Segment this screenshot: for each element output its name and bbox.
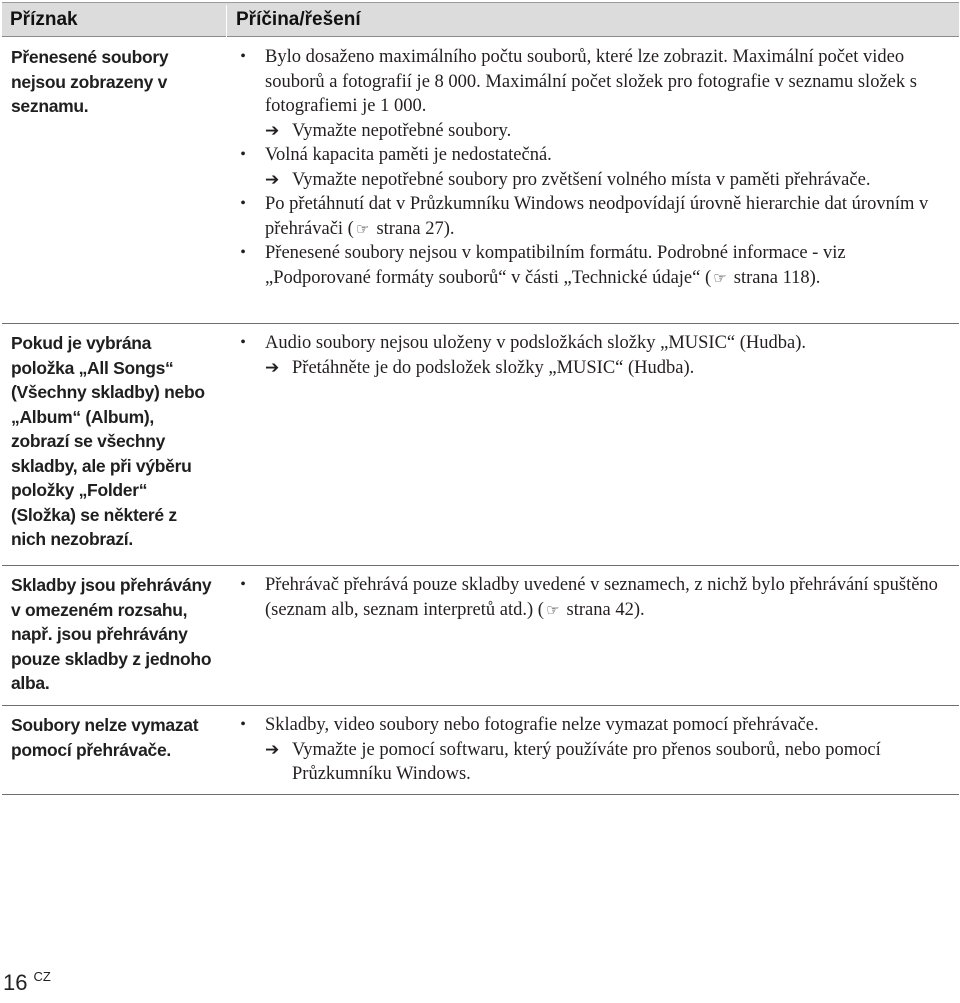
table-row (2, 324, 959, 566)
arrow-right-icon: ➔ (265, 169, 280, 190)
cause-text: Volná kapacita paměti je nedostatečná. (265, 145, 552, 165)
cause-item (236, 331, 952, 356)
solution-item (236, 738, 952, 787)
pointing-hand-icon: ☞ (546, 600, 560, 619)
symptom-text: Soubory nelze vymazat pomocí přehrávače. (11, 715, 199, 760)
cause-item (236, 713, 952, 738)
cause-text: Audio soubory nejsou uloženy v podsložkách složky „MUSIC“ (Hudba). (265, 333, 807, 353)
causes-cell (236, 331, 952, 380)
cause-item (236, 241, 952, 290)
cause-text: Přehrávač přehrává pouze skladby uvedené v seznamech, z nichž bylo přehrávání spuštěno (seznam alb, seznam interpretů atd.) ( (265, 575, 938, 620)
solution-text: Přetáhněte je do podsložek složky „MUSIC“ (Hudba). (292, 357, 695, 378)
symptom-text: Přenesené soubory nejsou zobrazeny v seznamu. (11, 47, 169, 116)
solution-item (236, 119, 952, 144)
page-reference: strana 42). (566, 599, 645, 620)
page-footer (3, 970, 51, 996)
table-row (2, 38, 959, 324)
bullet-icon: • (240, 146, 246, 163)
pointing-hand-icon: ☞ (356, 219, 370, 238)
solution-text: Vymažte nepotřebné soubory pro zvětšení volného místa v paměti přehrávače. (292, 169, 871, 190)
cause-item (236, 143, 952, 168)
table-header (2, 2, 959, 37)
cause-item (236, 573, 952, 622)
header-symptom: Příznak (10, 9, 78, 30)
page-reference: strana 27). (376, 218, 455, 239)
symptom-text: Pokud je vybrána položka „All Songs“ (Všechny skladby) nebo „Album“ (Album), zobrazí se všechny skladby, ale při výběru položky „Folder“ (Složka) se některé z nich nezobrazí. (11, 333, 205, 549)
language-code: CZ (33, 969, 51, 984)
bullet-icon: • (240, 334, 246, 351)
page-reference: strana 118). (733, 267, 821, 288)
arrow-right-icon: ➔ (265, 120, 280, 141)
solution-item (236, 356, 952, 381)
solution-text: Vymažte nepotřebné soubory. (292, 120, 512, 141)
page-number: 16 (3, 970, 28, 995)
bullet-icon: • (240, 576, 246, 593)
causes-cell (236, 45, 952, 290)
troubleshooting-table (2, 2, 959, 784)
pointing-hand-icon: ☞ (713, 268, 727, 287)
cause-item (236, 45, 952, 119)
table-row (2, 566, 959, 706)
bullet-icon: • (240, 48, 246, 65)
cause-text: Přenesené soubory nejsou v kompatibilním formátu. Podrobné informace - viz „Podporované formáty souborů“ v části „Technické údaje“ ( (265, 243, 846, 288)
cause-text: Bylo dosaženo maximálního počtu souborů, které lze zobrazit. Maximální počet video souborů a fotografií je 8 000. Maximální počet složek pro fotografie v seznamu složek s fotografiemi je 1 000. (265, 47, 917, 116)
solution-text: Vymažte je pomocí softwaru, který používáte pro přenos souborů, nebo pomocí Průzkumníku Windows. (292, 739, 881, 784)
column-divider (226, 5, 227, 38)
solution-item (236, 168, 952, 193)
cause-text: Po přetáhnutí dat v Průzkumníku Windows neodpovídají úrovně hierarchie dat úrovním v přehrávači ( (265, 194, 929, 239)
bullet-icon: • (240, 716, 246, 733)
header-cause: Příčina/řešení (236, 9, 361, 30)
cause-item (236, 192, 952, 241)
cause-text: Skladby, video soubory nebo fotografie nelze vymazat pomocí přehrávače. (265, 715, 819, 735)
table-row (2, 706, 959, 795)
arrow-right-icon: ➔ (265, 739, 280, 760)
arrow-right-icon: ➔ (265, 357, 280, 378)
symptom-text: Skladby jsou přehrávány v omezeném rozsahu, např. jsou přehrávány pouze skladby z jednoho alba. (11, 575, 212, 693)
bullet-icon: • (240, 244, 246, 261)
causes-cell (236, 713, 952, 787)
causes-cell (236, 573, 952, 622)
bullet-icon: • (240, 195, 246, 212)
